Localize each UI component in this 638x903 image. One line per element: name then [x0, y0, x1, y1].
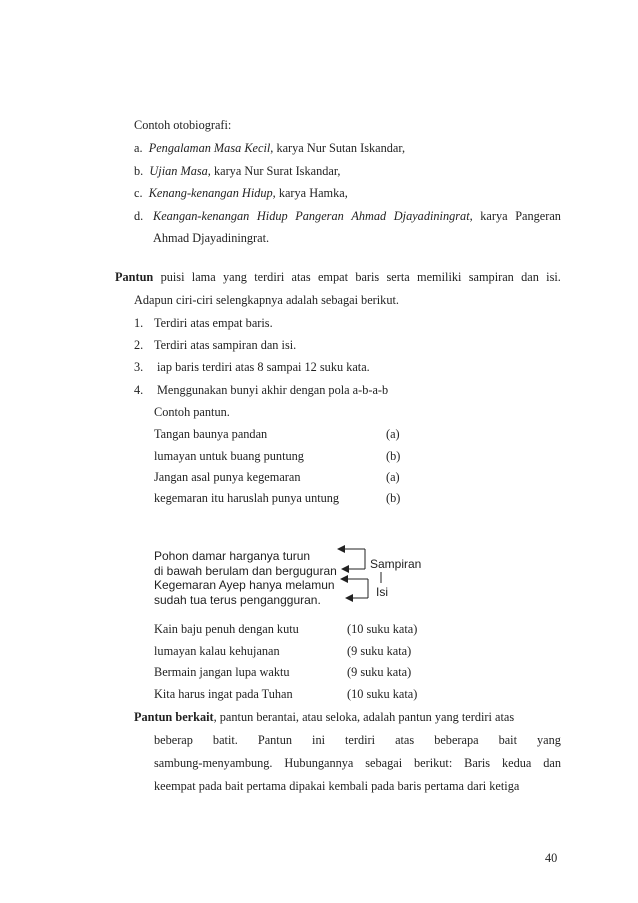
pantun-line: kegemaran itu haruslah punya untung [154, 491, 340, 505]
berkait-line4: keempat pada bait pertama dipakai kembali pada baris pertama dari ketiga [154, 779, 520, 793]
feature-number: 3. [134, 360, 144, 374]
rhyme-label: (b) [386, 491, 401, 505]
pantun-line: Jangan asal punya kegemaran [154, 470, 301, 484]
rhyme-label: (a) [386, 470, 400, 484]
word: atas [395, 733, 415, 747]
syllable-count: (9 suku kata) [347, 665, 412, 679]
book-title: Ujian Masa, [149, 164, 211, 178]
feature-text: Terdiri atas empat baris. [154, 316, 273, 330]
word: puisi [160, 270, 185, 284]
word: yang [223, 270, 247, 284]
diagram-line: di bawah berulam dan berguguran [154, 564, 337, 578]
word: kedua [501, 756, 532, 770]
pantun-intro: Adapun ciri-ciri selengkapnya adalah sebagai berikut. [134, 293, 399, 307]
word: Pangeran [515, 209, 561, 223]
word: beberapa [434, 733, 479, 747]
word: beberap [154, 733, 193, 747]
list-marker: d. [134, 209, 144, 223]
berkait-line3 [154, 756, 561, 771]
word: dan [521, 270, 539, 284]
rhyme-label: (a) [386, 427, 400, 441]
word: Hidup [256, 209, 288, 223]
word: sambung-menyambung. [154, 756, 273, 770]
word: memiliki [417, 270, 462, 284]
book-title: Pengalaman Masa Kecil [148, 141, 271, 155]
word: Ahmad [351, 209, 387, 223]
word: karya [480, 209, 508, 223]
word: terdiri [254, 270, 285, 284]
list-marker: c. [134, 186, 143, 200]
word: serta [386, 270, 410, 284]
word: Baris [464, 756, 491, 770]
feature-text: iap baris terdiri atas 8 sampai 12 suku kata. [157, 360, 370, 374]
syllable-count: (10 suku kata) [347, 687, 418, 701]
word: dan [543, 756, 561, 770]
label-sampiran: Sampiran [370, 557, 422, 571]
word: ini [312, 733, 326, 747]
book-author: , karya Nur Sutan Iskandar, [270, 141, 406, 155]
word: terdiri [345, 733, 376, 747]
word: Hubungannya [284, 756, 354, 770]
syllable-line: lumayan kalau kehujanan [154, 644, 280, 658]
label-isi: Isi [376, 585, 388, 599]
word: Pangeran [295, 209, 344, 223]
word: atas [291, 270, 311, 284]
word: Keangan-kenangan [153, 209, 250, 223]
syllable-line: Bermain jangan lupa waktu [154, 665, 290, 679]
diagram-line: Pohon damar harganya turun [154, 549, 311, 563]
text: , pantun berantai, atau seloka, adalah pantun yang terdiri atas [213, 710, 515, 724]
otobiografi-heading: Contoh otobiografi: [134, 118, 232, 132]
berkait-line2 [154, 733, 561, 748]
word: bait [498, 733, 518, 747]
feature-number: 1. [134, 316, 144, 330]
word: batit. [212, 733, 238, 747]
book-author: karya Nur Surat Iskandar, [210, 164, 341, 178]
list-item-d-line2: Ahmad Djayadiningrat. [153, 231, 270, 245]
book-author: karya Hamka, [275, 186, 348, 200]
syllable-count: (10 suku kata) [347, 622, 418, 636]
feature-text: Menggunakan bunyi akhir dengan pola a-b-a-b [157, 383, 389, 397]
feature-text: Terdiri atas sampiran dan isi. [154, 338, 297, 352]
diagram-line: Kegemaran Ayep hanya melamun [154, 578, 335, 592]
word: Djayadiningrat, [393, 209, 473, 223]
word: lama [191, 270, 216, 284]
word: isi. [546, 270, 561, 284]
word: sampiran [468, 270, 514, 284]
term-pantun-berkait: Pantun berkait [134, 710, 214, 724]
page-number: 40 [545, 851, 558, 865]
rhyme-label: (b) [386, 449, 401, 463]
word: sebagai [365, 756, 403, 770]
syllable-count: (9 suku kata) [347, 644, 412, 658]
pantun-line: Tangan baunya pandan [154, 427, 268, 441]
syllable-line: Kita harus ingat pada Tuhan [154, 687, 293, 701]
word: baris [355, 270, 380, 284]
word: berikut: [414, 756, 453, 770]
list-marker: a. [134, 141, 143, 155]
feature-number: 2. [134, 338, 144, 352]
list-marker: b. [134, 164, 144, 178]
feature-number: 4. [134, 383, 144, 397]
book-title: Kenang-kenangan Hidup, [148, 186, 276, 200]
berkait-line1 [134, 710, 514, 725]
syllable-line: Kain baju penuh dengan kutu [154, 622, 299, 636]
word: yang [537, 733, 561, 747]
word: Pantun [257, 733, 293, 747]
example-heading: Contoh pantun. [154, 405, 230, 419]
term-pantun: Pantun [115, 270, 154, 284]
diagram-line: sudah tua terus pengangguran. [154, 593, 321, 607]
word: empat [317, 270, 349, 284]
pantun-line: lumayan untuk buang puntung [154, 449, 304, 463]
